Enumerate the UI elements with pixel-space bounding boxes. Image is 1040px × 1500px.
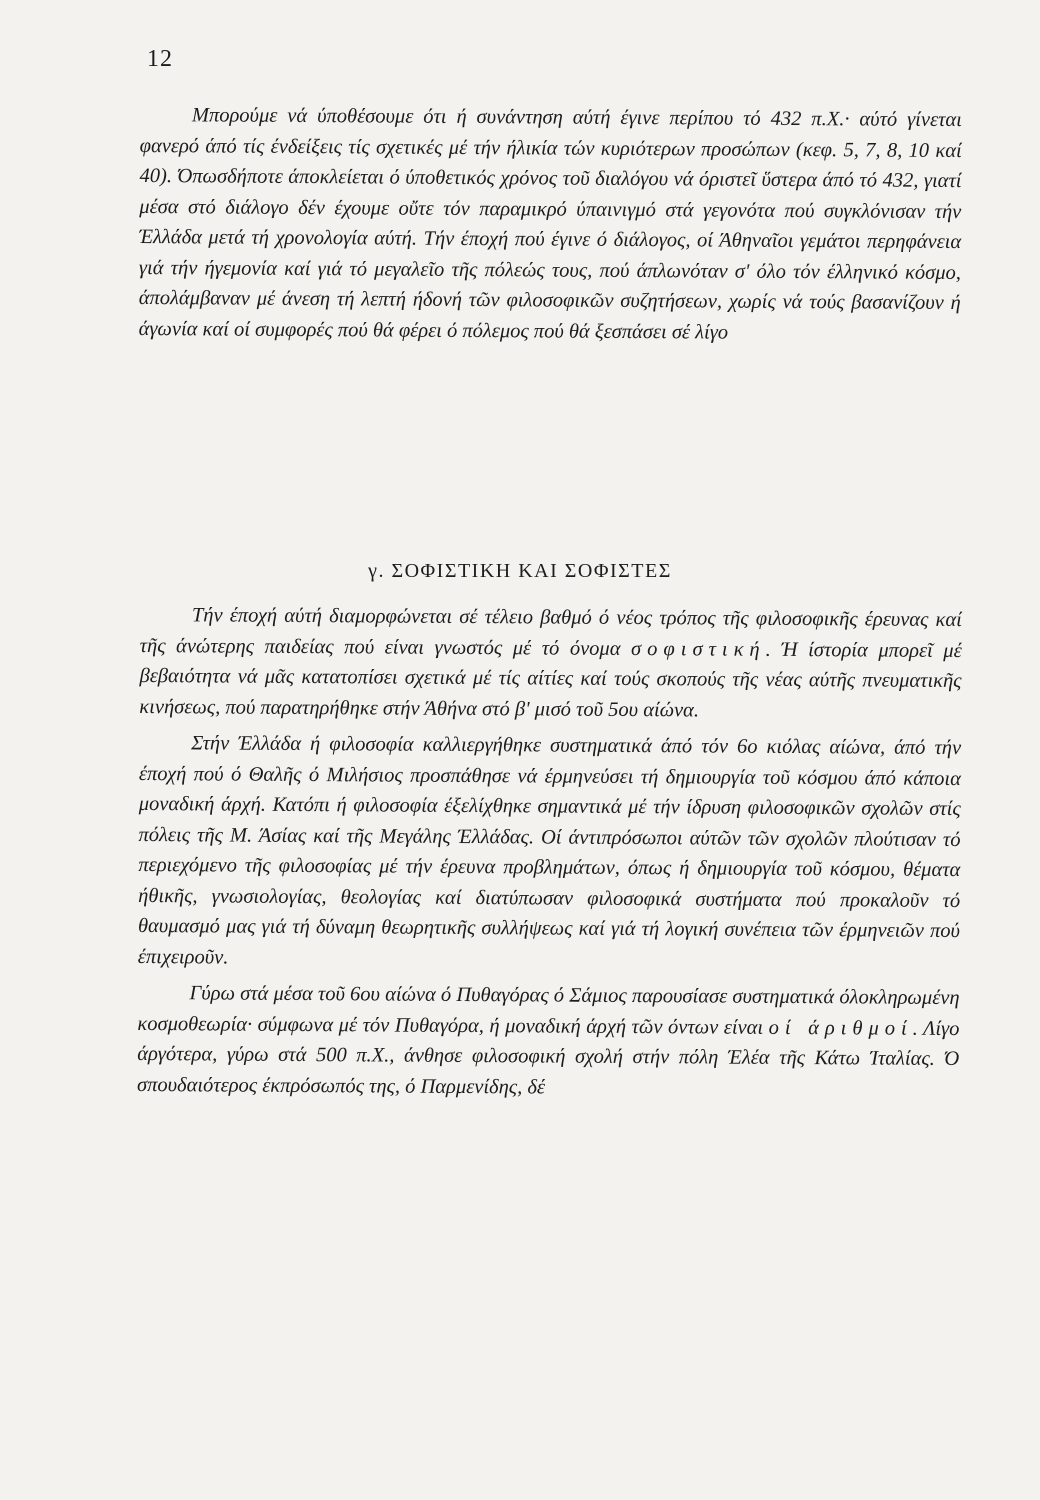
opening-text-block (139, 100, 962, 349)
paragraph-pythagoras-end: . Λίγο άργότερα, γύρω στά 500 π.Χ., άνθησε φιλοσοφική σχολή στήν πόλη Έλέα τῆς Κάτω Ίταλίας. Ό σπουδαιότερος έκπρόσωπός της, ό Παρμενίδης, δέ (136, 1017, 960, 1098)
spaced-term-sophistry: σοφιστική (631, 637, 766, 661)
section-heading: γ. ΣΟΦΙΣΤΙΚΗ ΚΑΙ ΣΟΦΙΣΤΕΣ (368, 560, 672, 582)
section-text-block (137, 600, 962, 1105)
paragraph-pythagoras (137, 978, 960, 1105)
paragraph-sophistry-intro (139, 600, 962, 727)
paragraph-sophistry-intro-start: Τήν έποχή αύτή διαμορφώνεται σέ τέλειο βαθμό ό νέος τρόπος τῆς φιλοσοφικῆς έρευνας καί τῆς άνώτερης παιδείας πού είναι γνωστός μέ τό όνομα (139, 604, 962, 660)
page-number: 12 (147, 46, 173, 72)
paragraph-pythagoras-start: Γύρω στά μέσα τοῦ 6ου αίώνα ό Πυθαγόρας ό Σάμιος παρουσίασε συστηματικά όλοκληρωμένη κοσμοθεωρία· σύμφωνα μέ τόν Πυθαγόρα, ή μοναδική άρχή τῶν όντων είναι (137, 982, 960, 1039)
spaced-term-numbers: οί άριθμοί (768, 1016, 913, 1040)
paragraph-sophistry-intro-end: . Ή ίστορία μπορεῖ μέ βεβαιότητα νά μᾶς κατατοπίσει σχετικά μέ τίς αίτίες καί τούς σκοπούς τῆς νέας αύτῆς πνευματικῆς κινήσεως, πού παρατηρήθηκε στήν Άθήνα στό β' μισό τοῦ 5ου αίώνα. (139, 638, 962, 721)
paragraph-philosophy-history: Στήν Έλλάδα ή φιλοσοφία καλλιεργήθηκε συστηματικά άπό τόν 6ο κιόλας αίώνα, άπό τήν έποχή πού ό Θαλῆς ό Μιλήσιος προσπάθησε νά έρμηνεύσει τή δημιουργία τοῦ κόσμου άπό κάποια μοναδική άρχή. Κατόπι ή φιλοσοφία έξελίχθηκε σημαντικά μέ τήν ίδρυση φιλοσοφικῶν σχολῶν στίς πόλεις τῆς Μ. Άσίας καί τῆς Μεγάλης Έλλάδας. Οί άντιπρόσωποι αύτῶν τῶν σχολῶν πλούτισαν τό περιεχόμενο τῆς φιλοσοφίας μέ τήν έρευνα προβλημάτων, όπως ή δημιουργία τοῦ κόσμου, θέματα ήθικῆς, γνωσιολογίας, θεολογίας καί διατύπωσαν φιλοσοφικά συστήματα πού προκαλοῦν τό θαυμασμό μας γιά τή δύναμη θεωρητικῆς συλλήψεως καί γιά τή λογική συνέπεια τῶν έρμηνειῶν πού έπιχειροῦν. (137, 732, 962, 969)
paragraph-dialogue-date: Μπορούμε νά ύποθέσουμε ότι ή συνάντηση αύτή έγινε περίπου τό 432 π.Χ.· αύτό γίνεται φανερό άπό τίς ένδείξεις τίς σχετικές μέ τήν ήλικία τών κυριότερων προσώπων (κεφ. 5, 7, 8, 10 καί 40). Όπωσδήποτε άποκλείεται ό ύποθετικός χρόνος τοῦ διαλόγου νά όριστεῖ ὕστερα άπό τό 432, γιατί μέσα στό διάλογο δέν έχουμε οὔτε τόν παραμικρό ύπαινιγμό στά γεγονότα πού συγκλόνισαν τήν Έλλάδα μετά τή χρονολογία αύτή. Τήν έποχή πού έγινε ό διάλογος, οί Άθηναῖοι γεμάτοι περηφάνεια γιά τήν ήγεμονία καί γιά τό μεγαλεῖο τῆς πόλεώς τους, πού άπλωνόταν σ' όλο τόν έλληνικό κόσμο, άπολάμβαναν μέ άνεση τή λεπτή ήδονή τῶν φιλοσοφικῶν συζητήσεων, χωρίς νά τούς βασανίζουν ή άγωνία καί οί συμφορές πού θά φέρει ό πόλεμος πού θά ξεσπάσει σέ λίγο (138, 104, 962, 344)
